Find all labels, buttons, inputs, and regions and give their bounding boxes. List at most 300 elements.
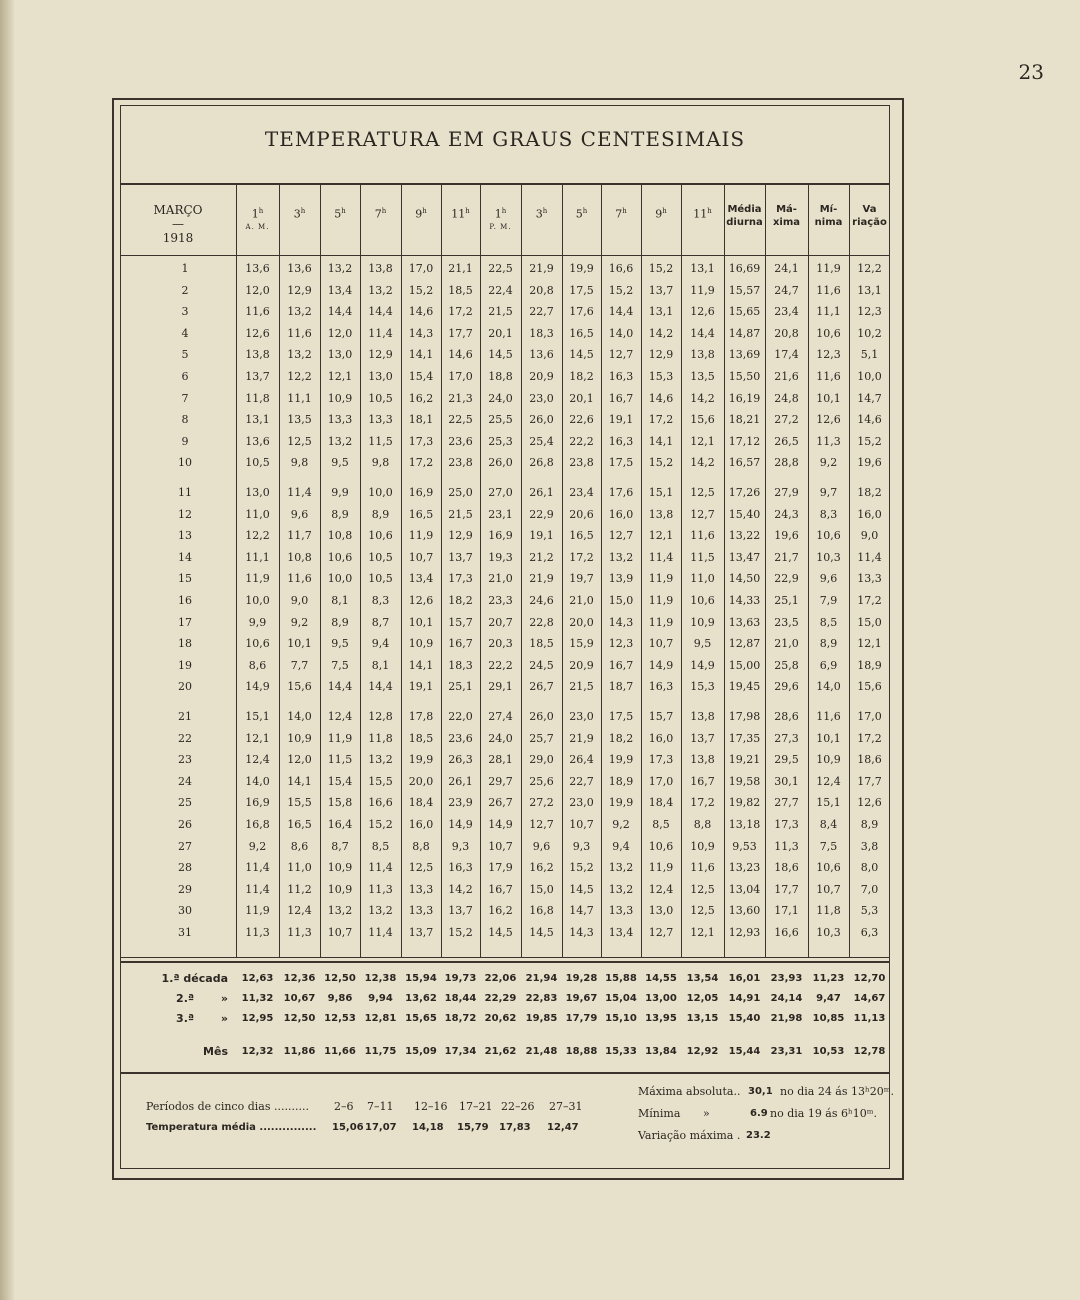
table-cell: 15,0 [608, 594, 634, 607]
hour-suffix: h [622, 207, 627, 215]
day-number: 2 [181, 283, 189, 297]
table-cell: 11,3 [816, 434, 841, 448]
table-cell: 3,8 [860, 839, 879, 853]
table-cell: 24,6 [529, 594, 554, 607]
page-edge-shadow [0, 0, 14, 1300]
page-number: 23 [1018, 60, 1044, 84]
table-cell: 16,19 [728, 391, 761, 405]
table-cell: 25,8 [774, 658, 799, 672]
table-cell: 9,7 [819, 486, 838, 499]
table-cell: 9,3 [451, 839, 470, 853]
table-cell: 13,6 [529, 348, 554, 362]
day-number: 8 [181, 413, 189, 427]
hour-period: A. M. [245, 222, 270, 231]
table-cell: 15,2 [857, 434, 882, 448]
table-cell: 15,65 [728, 305, 761, 319]
table-cell: 5,3 [860, 904, 879, 918]
table-cell: 10,5 [368, 572, 393, 586]
table-cell: 9,0 [290, 594, 309, 607]
table-cell: 12,2 [287, 370, 312, 383]
table-cell: 17,3 [448, 572, 473, 586]
table-cell: 10,6 [327, 550, 353, 564]
table-cell: 16,9 [488, 529, 513, 543]
table-cell: 27,0 [488, 486, 513, 499]
table-cell: 11,6 [287, 572, 312, 586]
table-cell: 19,9 [608, 796, 634, 810]
table-cell: 8,0 [860, 861, 879, 875]
day-number: 3 [181, 305, 189, 319]
hour-period: P. M. [489, 222, 512, 231]
table-cell: 11,4 [368, 326, 393, 340]
table-cell: 11,5 [690, 550, 715, 564]
table-cell: 12,7 [690, 507, 715, 521]
table-cell: 9,9 [331, 486, 349, 499]
table-cell: 23,1 [488, 507, 513, 521]
hour-header [641, 205, 681, 221]
table-cell: 11,4 [368, 926, 393, 939]
period-range: 12–16 [414, 1100, 448, 1113]
table-cell: 12,5 [408, 861, 434, 875]
summary-cell: 11,75 [364, 1046, 397, 1057]
table-cell: 10,9 [690, 839, 715, 853]
table-cell: 10,1 [287, 637, 312, 651]
table-cell: 15,50 [728, 370, 761, 383]
table-cell: 10,3 [816, 926, 841, 939]
hour-header [236, 205, 279, 234]
summary-cell: 19,28 [565, 973, 598, 984]
table-cell: 13,8 [690, 710, 715, 723]
table-cell: 16,2 [529, 861, 554, 875]
table-cell: 12,87 [728, 637, 761, 651]
table-cell: 11,9 [245, 904, 270, 918]
hour-header [681, 205, 724, 221]
table-cell: 13,3 [327, 413, 353, 427]
table-cell: 21,0 [488, 572, 513, 586]
summary-cell: 18,44 [444, 993, 477, 1004]
table-cell: 26,0 [529, 710, 554, 723]
table-cell: 14,5 [569, 348, 594, 362]
table-cell: 27,3 [774, 731, 799, 745]
table-cell: 19,1 [608, 413, 634, 427]
table-cell: 15,6 [690, 413, 715, 427]
table-cell: 12,1 [690, 926, 715, 939]
table-cell: 28,1 [488, 753, 513, 767]
table-cell: 13,1 [857, 283, 882, 297]
table-cell: 11,9 [648, 572, 674, 586]
table-cell: 9,4 [612, 839, 630, 853]
table-cell: 24,0 [488, 391, 513, 405]
table-cell: 9,2 [612, 818, 630, 831]
table-cell: 12,1 [648, 529, 674, 543]
title-row [120, 105, 890, 185]
table-cell: 12,0 [287, 753, 312, 767]
table-cell: 14,5 [569, 882, 594, 896]
summary-cell: 12,50 [283, 1013, 316, 1024]
table-cell: 25,4 [529, 434, 554, 448]
minima-header-line1: Mí- [819, 204, 838, 215]
table-cell: 24,7 [774, 283, 799, 297]
table-cell: 14,3 [408, 326, 434, 340]
table-cell: 18,8 [488, 370, 513, 383]
table-cell: 20,9 [569, 658, 594, 672]
table-cell: 12,7 [608, 529, 634, 543]
table-cell: 10,9 [327, 882, 353, 896]
table-cell: 19,82 [728, 796, 761, 810]
table-cell: 14,5 [488, 348, 513, 362]
table-cell: 11,9 [816, 262, 841, 275]
table-cell: 19,21 [728, 753, 761, 767]
table-cell: 21,9 [529, 262, 554, 275]
summary-cell: 10,85 [812, 1013, 845, 1024]
table-cell: 9,5 [331, 637, 349, 651]
min-ditto: » [703, 1107, 710, 1120]
min-value: 6.9 [750, 1108, 768, 1119]
summary-cell: 17,34 [444, 1046, 477, 1057]
table-cell: 17,2 [569, 550, 594, 564]
table-cell: 12,5 [690, 882, 715, 896]
table-cell: 13,2 [608, 550, 634, 564]
table-cell: 14,2 [648, 326, 674, 340]
table-cell: 22,5 [448, 413, 473, 427]
table-cell: 17,2 [857, 731, 882, 745]
hour-value: 9 [655, 207, 663, 221]
period-mean: 17,07 [365, 1122, 397, 1133]
day-number: 29 [178, 882, 192, 896]
table-cell: 7,7 [290, 658, 309, 672]
table-cell: 11,0 [245, 507, 270, 521]
table-cell: 17,26 [728, 486, 761, 499]
table-cell: 16,9 [408, 486, 434, 499]
table-cell: 9,3 [572, 839, 591, 853]
table-cell: 23,0 [569, 796, 594, 810]
table-cell: 14,0 [816, 680, 841, 694]
table-cell: 13,2 [368, 283, 393, 297]
table-cell: 16,2 [408, 391, 434, 405]
summary-cell: 21,62 [484, 1046, 517, 1057]
table-cell: 15,2 [569, 861, 594, 875]
table-cell: 17,12 [728, 434, 761, 448]
table-cell: 11,1 [287, 391, 312, 405]
table-cell: 11,3 [368, 882, 393, 896]
table-cell: 13,47 [728, 550, 761, 564]
hour-suffix: h [707, 207, 712, 215]
hour-value: 7 [615, 207, 623, 221]
table-cell: 13,0 [327, 348, 353, 362]
day-number: 18 [178, 637, 192, 651]
hour-header [279, 205, 320, 221]
table-cell: 24,8 [774, 391, 799, 405]
day-number: 9 [181, 434, 189, 448]
table-cell: 15,7 [448, 615, 473, 629]
table-cell: 9,9 [248, 615, 267, 629]
table-cell: 14,9 [648, 658, 674, 672]
summary-cell: 11,32 [241, 993, 274, 1004]
table-cell: 12,6 [690, 305, 715, 319]
summary-cell: 23,31 [770, 1046, 803, 1057]
table-cell: 22,7 [569, 774, 594, 788]
day-number: 16 [178, 594, 192, 607]
table-cell: 18,6 [857, 753, 882, 767]
table-cell: 11,8 [368, 731, 393, 745]
summary-cell: 13,00 [645, 993, 677, 1004]
table-cell: 14,4 [608, 305, 634, 319]
table-cell: 29,6 [774, 680, 799, 694]
table-cell: 17,2 [648, 413, 674, 427]
table-cell: 14,2 [448, 882, 473, 896]
table-cell: 14,4 [368, 305, 393, 319]
table-cell: 17,0 [648, 774, 674, 788]
table-cell: 18,2 [608, 731, 634, 745]
summary-cell: 11,86 [283, 1046, 316, 1057]
summary-cell: 13,15 [686, 1013, 719, 1024]
summary-cell: 15,09 [405, 1046, 437, 1057]
day-number: 24 [178, 774, 192, 788]
table-cell: 17,1 [774, 904, 799, 918]
table-cell: 17,6 [569, 305, 594, 319]
day-number: 25 [178, 796, 192, 810]
table-cell: 10,1 [816, 391, 841, 405]
table-cell: 20,1 [488, 326, 513, 340]
table-cell: 14,33 [728, 594, 761, 607]
table-cell: 11,7 [287, 529, 312, 543]
table-cell: 23,5 [774, 615, 799, 629]
table-cell: 28,6 [774, 710, 799, 723]
table-cell: 12,9 [287, 283, 312, 297]
table-cell: 13,18 [728, 818, 761, 831]
hour-value: 1 [251, 207, 259, 221]
table-cell: 17,0 [408, 262, 434, 275]
table-cell: 16,69 [728, 262, 761, 275]
table-cell: 8,4 [819, 818, 838, 831]
hour-value: 1 [494, 207, 502, 221]
table-cell: 16,7 [488, 882, 513, 896]
table-cell: 29,1 [488, 680, 513, 694]
summary-cell: 12,38 [364, 973, 397, 984]
summary-cell: 12,63 [241, 973, 274, 984]
summary-cell: 22,29 [484, 993, 517, 1004]
period-mean: 14,18 [412, 1122, 444, 1133]
table-cell: 15,7 [648, 710, 674, 723]
day-number: 20 [178, 680, 192, 694]
table-cell: 23,6 [448, 731, 473, 745]
table-cell: 10,5 [368, 391, 393, 405]
table-cell: 10,7 [488, 839, 513, 853]
table-cell: 25,1 [448, 680, 473, 694]
hour-suffix: h [501, 207, 507, 215]
table-cell: 10,6 [816, 861, 841, 875]
table-cell: 15,2 [408, 283, 434, 297]
table-cell: 19,6 [774, 529, 799, 543]
table-cell: 14,2 [690, 456, 715, 470]
table-cell: 20,0 [569, 615, 594, 629]
table-cell: 12,4 [327, 710, 353, 723]
table-cell: 9,2 [248, 839, 267, 853]
table-cell: 22,9 [774, 572, 799, 586]
table-cell: 19,1 [529, 529, 554, 543]
summary-cell: 22,83 [525, 993, 558, 1004]
table-cell: 17,0 [448, 370, 473, 383]
period-range: 7–11 [367, 1100, 394, 1113]
table-cell: 16,5 [408, 507, 434, 521]
day-number: 31 [178, 926, 192, 939]
table-cell: 14,9 [488, 818, 513, 831]
summary-cell: 24,14 [770, 993, 803, 1004]
summary-bottom-divider [120, 1072, 890, 1074]
table-cell: 14,0 [245, 774, 270, 788]
table-cell: 27,9 [774, 486, 799, 499]
table-cell: 13,0 [245, 486, 270, 499]
hour-header [441, 205, 480, 221]
table-cell: 17,3 [774, 818, 799, 831]
table-cell: 19,45 [728, 680, 761, 694]
table-cell: 18,5 [408, 731, 434, 745]
summary-label: Mês [203, 1045, 228, 1058]
period-mean: 17,83 [499, 1122, 531, 1133]
table-cell: 20,8 [774, 326, 799, 340]
month-dash: — [172, 217, 184, 231]
summary-label: 2.ª » [176, 992, 228, 1005]
table-cell: 12,7 [648, 926, 674, 939]
table-cell: 11,4 [245, 882, 270, 896]
table-cell: 14,6 [857, 413, 882, 427]
table-cell: 16,7 [448, 637, 473, 651]
table-cell: 10,7 [816, 882, 841, 896]
table-cell: 23,0 [569, 710, 594, 723]
day-number: 30 [178, 904, 192, 918]
hour-value: 3 [535, 207, 543, 221]
table-cell: 8,6 [290, 839, 309, 853]
table-cell: 10,6 [816, 326, 841, 340]
summary-cell: 21,98 [770, 1013, 803, 1024]
table-cell: 16,57 [728, 456, 761, 470]
table-cell: 17,3 [408, 434, 434, 448]
summary-cell: 15,65 [405, 1013, 437, 1024]
media-header-line1: Média [727, 204, 762, 215]
hour-value: 11 [693, 207, 708, 221]
day-number: 1 [181, 262, 189, 275]
table-cell: 7,9 [819, 594, 838, 607]
table-cell: 9,6 [819, 572, 838, 586]
table-cell: 13,3 [857, 572, 882, 586]
table-cell: 19,9 [408, 753, 434, 767]
table-cell: 26,5 [774, 434, 799, 448]
table-cell: 21,7 [774, 550, 799, 564]
hour-header [360, 205, 401, 221]
temperature-mean-label: Temperatura média ............... [146, 1122, 317, 1133]
table-cell: 22,2 [488, 658, 513, 672]
table-cell: 14,50 [728, 572, 761, 586]
table-cell: 12,5 [690, 904, 715, 918]
hour-suffix: h [422, 207, 427, 215]
summary-cell: 12,05 [686, 993, 719, 1004]
table-cell: 13,1 [690, 262, 715, 275]
table-cell: 10,3 [816, 550, 841, 564]
table-cell: 14,6 [448, 348, 473, 362]
table-cell: 11,3 [245, 926, 270, 939]
summary-cell: 12,95 [241, 1013, 274, 1024]
summary-cell: 9,86 [327, 993, 353, 1004]
table-cell: 16,3 [608, 434, 634, 448]
table-cell: 11,4 [648, 550, 674, 564]
table-cell: 28,8 [774, 456, 799, 470]
table-cell: 13,2 [327, 434, 353, 448]
summary-cell: 13,54 [686, 973, 719, 984]
table-cell: 19,6 [857, 456, 882, 470]
table-cell: 17,5 [608, 710, 634, 723]
table-cell: 12,2 [857, 262, 882, 275]
table-cell: 14,1 [648, 434, 674, 448]
table-cell: 11,9 [327, 731, 353, 745]
max-absolute-value: 30,1 [748, 1086, 773, 1097]
hour-suffix: h [582, 207, 588, 215]
summary-cell: 11,66 [324, 1046, 356, 1057]
table-cell: 10,1 [816, 731, 841, 745]
table-cell: 24,5 [529, 658, 554, 672]
hour-header [521, 205, 562, 221]
table-cell: 12,0 [327, 326, 353, 340]
table-cell: 12,4 [816, 774, 841, 788]
summary-cell: 18,72 [444, 1013, 477, 1024]
table-cell: 12,4 [287, 904, 312, 918]
table-cell: 23,3 [488, 594, 513, 607]
table-cell: 22,9 [529, 507, 554, 521]
table-cell: 11,6 [245, 305, 270, 319]
table-cell: 19,3 [488, 550, 513, 564]
variacao-header-line2: riação [852, 217, 887, 228]
table-cell: 14,4 [327, 680, 353, 694]
table-cell: 13,22 [728, 529, 761, 543]
summary-cell: 12,70 [853, 973, 886, 984]
table-cell: 15,2 [368, 818, 393, 831]
table-cell: 26,4 [569, 753, 594, 767]
table-cell: 17,7 [857, 774, 882, 788]
table-cell: 18,2 [448, 594, 473, 607]
table-cell: 13,1 [648, 305, 674, 319]
table-cell: 19,9 [569, 262, 594, 275]
summary-cell: 12,53 [324, 1013, 356, 1024]
table-cell: 21,1 [448, 262, 473, 275]
month-label: MARÇO [153, 203, 203, 217]
table-cell: 24,0 [488, 731, 513, 745]
day-number: 23 [178, 753, 192, 767]
table-cell: 11,5 [327, 753, 353, 767]
table-cell: 14,7 [569, 904, 594, 918]
table-cell: 11,9 [690, 283, 715, 297]
table-cell: 11,4 [857, 550, 882, 564]
table-cell: 11,9 [408, 529, 434, 543]
summary-cell: 21,94 [525, 973, 558, 984]
table-cell: 21,5 [569, 680, 594, 694]
table-cell: 21,2 [529, 550, 554, 564]
day-number: 14 [178, 550, 192, 564]
table-cell: 10,0 [857, 370, 882, 383]
table-cell: 11,3 [287, 926, 312, 939]
table-cell: 10,7 [569, 818, 594, 831]
table-cell: 21,5 [488, 305, 513, 319]
summary-cell: 14,67 [853, 993, 886, 1004]
period-range: 27–31 [549, 1100, 583, 1113]
table-cell: 29,0 [529, 753, 554, 767]
table-cell: 10,9 [690, 615, 715, 629]
period-range: 2–6 [334, 1100, 354, 1113]
table-cell: 12,6 [857, 796, 882, 810]
table-cell: 25,6 [529, 774, 554, 788]
hour-header [401, 205, 441, 221]
table-cell: 8,9 [331, 615, 349, 629]
summary-cell: 19,67 [565, 993, 598, 1004]
table-cell: 13,69 [728, 348, 761, 362]
table-cell: 15,1 [648, 486, 674, 499]
